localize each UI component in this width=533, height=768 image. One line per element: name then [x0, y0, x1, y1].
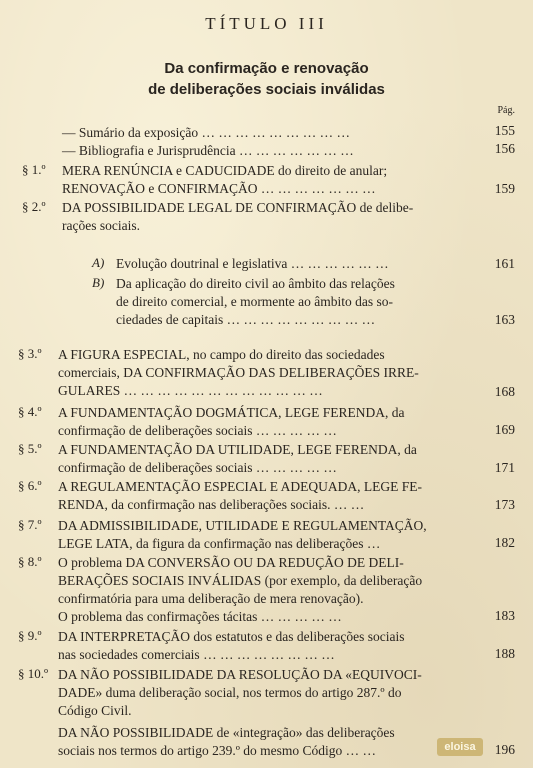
toc-page-number: 163	[494, 312, 515, 327]
toc-line: sociais nos termos do artigo 239.º do mesmo Código … …	[58, 743, 377, 758]
section-mark: § 7.º	[18, 517, 42, 532]
toc-line: confirmatória para uma deliberação de mera renovação).	[58, 591, 364, 606]
watermark-logo: eloisa	[437, 738, 483, 756]
section-mark: § 5.º	[18, 441, 42, 456]
toc-line: MERA RENÚNCIA e CADUCIDADE do direito de anular;	[62, 163, 388, 178]
toc-line: LEGE LATA, da figura da confirmação nas deliberações …	[58, 536, 381, 551]
section-mark: § 3.º	[18, 346, 42, 361]
chapter-title: TÍTULO III	[205, 14, 328, 33]
section-mark: § 2.º	[22, 199, 46, 214]
toc-line: Código Civil.	[58, 703, 132, 718]
toc-page-number: 161	[494, 256, 515, 271]
toc-line: A REGULAMENTAÇÃO ESPECIAL E ADEQUADA, LEGE FE-	[58, 479, 423, 494]
subsection-mark: A)	[92, 255, 105, 270]
toc-line: de direito comercial, e mormente ao âmbito das so-	[116, 294, 394, 309]
subtitle-line-2: de deliberações sociais inválidas	[148, 81, 385, 98]
toc-line: RENOVAÇÃO e CONFIRMAÇÃO … … … … … … …	[62, 181, 376, 196]
toc-line: — Bibliografia e Jurisprudência … … … … … … …	[62, 143, 354, 158]
toc-line: BERAÇÕES SOCIAIS INVÁLIDAS (por exemplo, da deliberação	[58, 573, 423, 588]
section-mark: § 4.º	[18, 404, 42, 419]
toc-page-number: 188	[494, 646, 515, 661]
section-mark: § 8.º	[18, 554, 42, 569]
toc-page-number: 155	[494, 123, 515, 138]
toc-line: A FUNDAMENTAÇÃO DOGMÁTICA, LEGE FERENDA, da	[58, 405, 405, 420]
toc-page-number: 183	[494, 608, 515, 623]
toc-line: confirmação de deliberações sociais … … … … …	[58, 460, 337, 475]
toc-page-number: 171	[494, 460, 515, 475]
toc-line: DA NÃO POSSIBILIDADE de «integração» das deliberações	[58, 725, 395, 740]
toc-line: ciedades de capitais … … … … … … … … …	[116, 312, 376, 327]
toc-page-number: 169	[494, 422, 515, 437]
subsection-mark: B)	[92, 275, 105, 290]
section-mark: § 6.º	[18, 478, 42, 493]
page-column-header: Pág.	[497, 105, 515, 116]
toc-page-number: 196	[494, 742, 515, 757]
toc-line: DA ADMISSIBILIDADE, UTILIDADE E REGULAMENTAÇÃO,	[58, 518, 427, 533]
toc-line: — Sumário da exposição … … … … … … … … …	[62, 125, 350, 140]
toc-page-number: 159	[494, 181, 515, 196]
section-mark: § 10.º	[18, 666, 49, 681]
toc-page-number: 173	[494, 497, 515, 512]
toc-line: rações sociais.	[62, 218, 140, 233]
toc-line: DADE» duma deliberação social, nos termos do artigo 287.º do	[58, 685, 402, 700]
subtitle-line-1: Da confirmação e renovação	[164, 60, 369, 77]
section-mark: § 1.º	[22, 162, 46, 177]
toc-line: DA NÃO POSSIBILIDADE DA RESOLUÇÃO DA «EQUIVOCI-	[58, 667, 422, 682]
toc-line: O problema DA CONVERSÃO OU DA REDUÇÃO DE DELI-	[58, 555, 404, 570]
toc-line: confirmação de deliberações sociais … … … … …	[58, 423, 337, 438]
toc-line: Da aplicação do direito civil ao âmbito das relações	[116, 276, 395, 291]
toc-line: A FIGURA ESPECIAL, no campo do direito das sociedades	[58, 347, 385, 362]
toc-page-number: 156	[494, 141, 515, 156]
toc-line: RENDA, da confirmação nas deliberações sociais. … …	[58, 497, 365, 512]
toc-line: DA INTERPRETAÇÃO dos estatutos e das deliberações sociais	[58, 629, 405, 644]
toc-line: GULARES … … … … … … … … … … … …	[58, 383, 323, 398]
toc-line: Evolução doutrinal e legislativa … … … … … …	[116, 256, 389, 271]
section-mark: § 9.º	[18, 628, 42, 643]
toc-line: nas sociedades comerciais … … … … … … … …	[58, 647, 335, 662]
toc-page-number: 168	[494, 384, 515, 399]
toc-line: A FUNDAMENTAÇÃO DA UTILIDADE, LEGE FERENDA, da	[58, 442, 417, 457]
toc-line: comerciais, DA CONFIRMAÇÃO DAS DELIBERAÇÕES IRRE-	[58, 365, 419, 380]
toc-page-number: 182	[494, 535, 515, 550]
toc-line: O problema das confirmações tácitas … … … … …	[58, 609, 342, 624]
toc-line: DA POSSIBILIDADE LEGAL DE CONFIRMAÇÃO de delibe-	[62, 200, 414, 215]
